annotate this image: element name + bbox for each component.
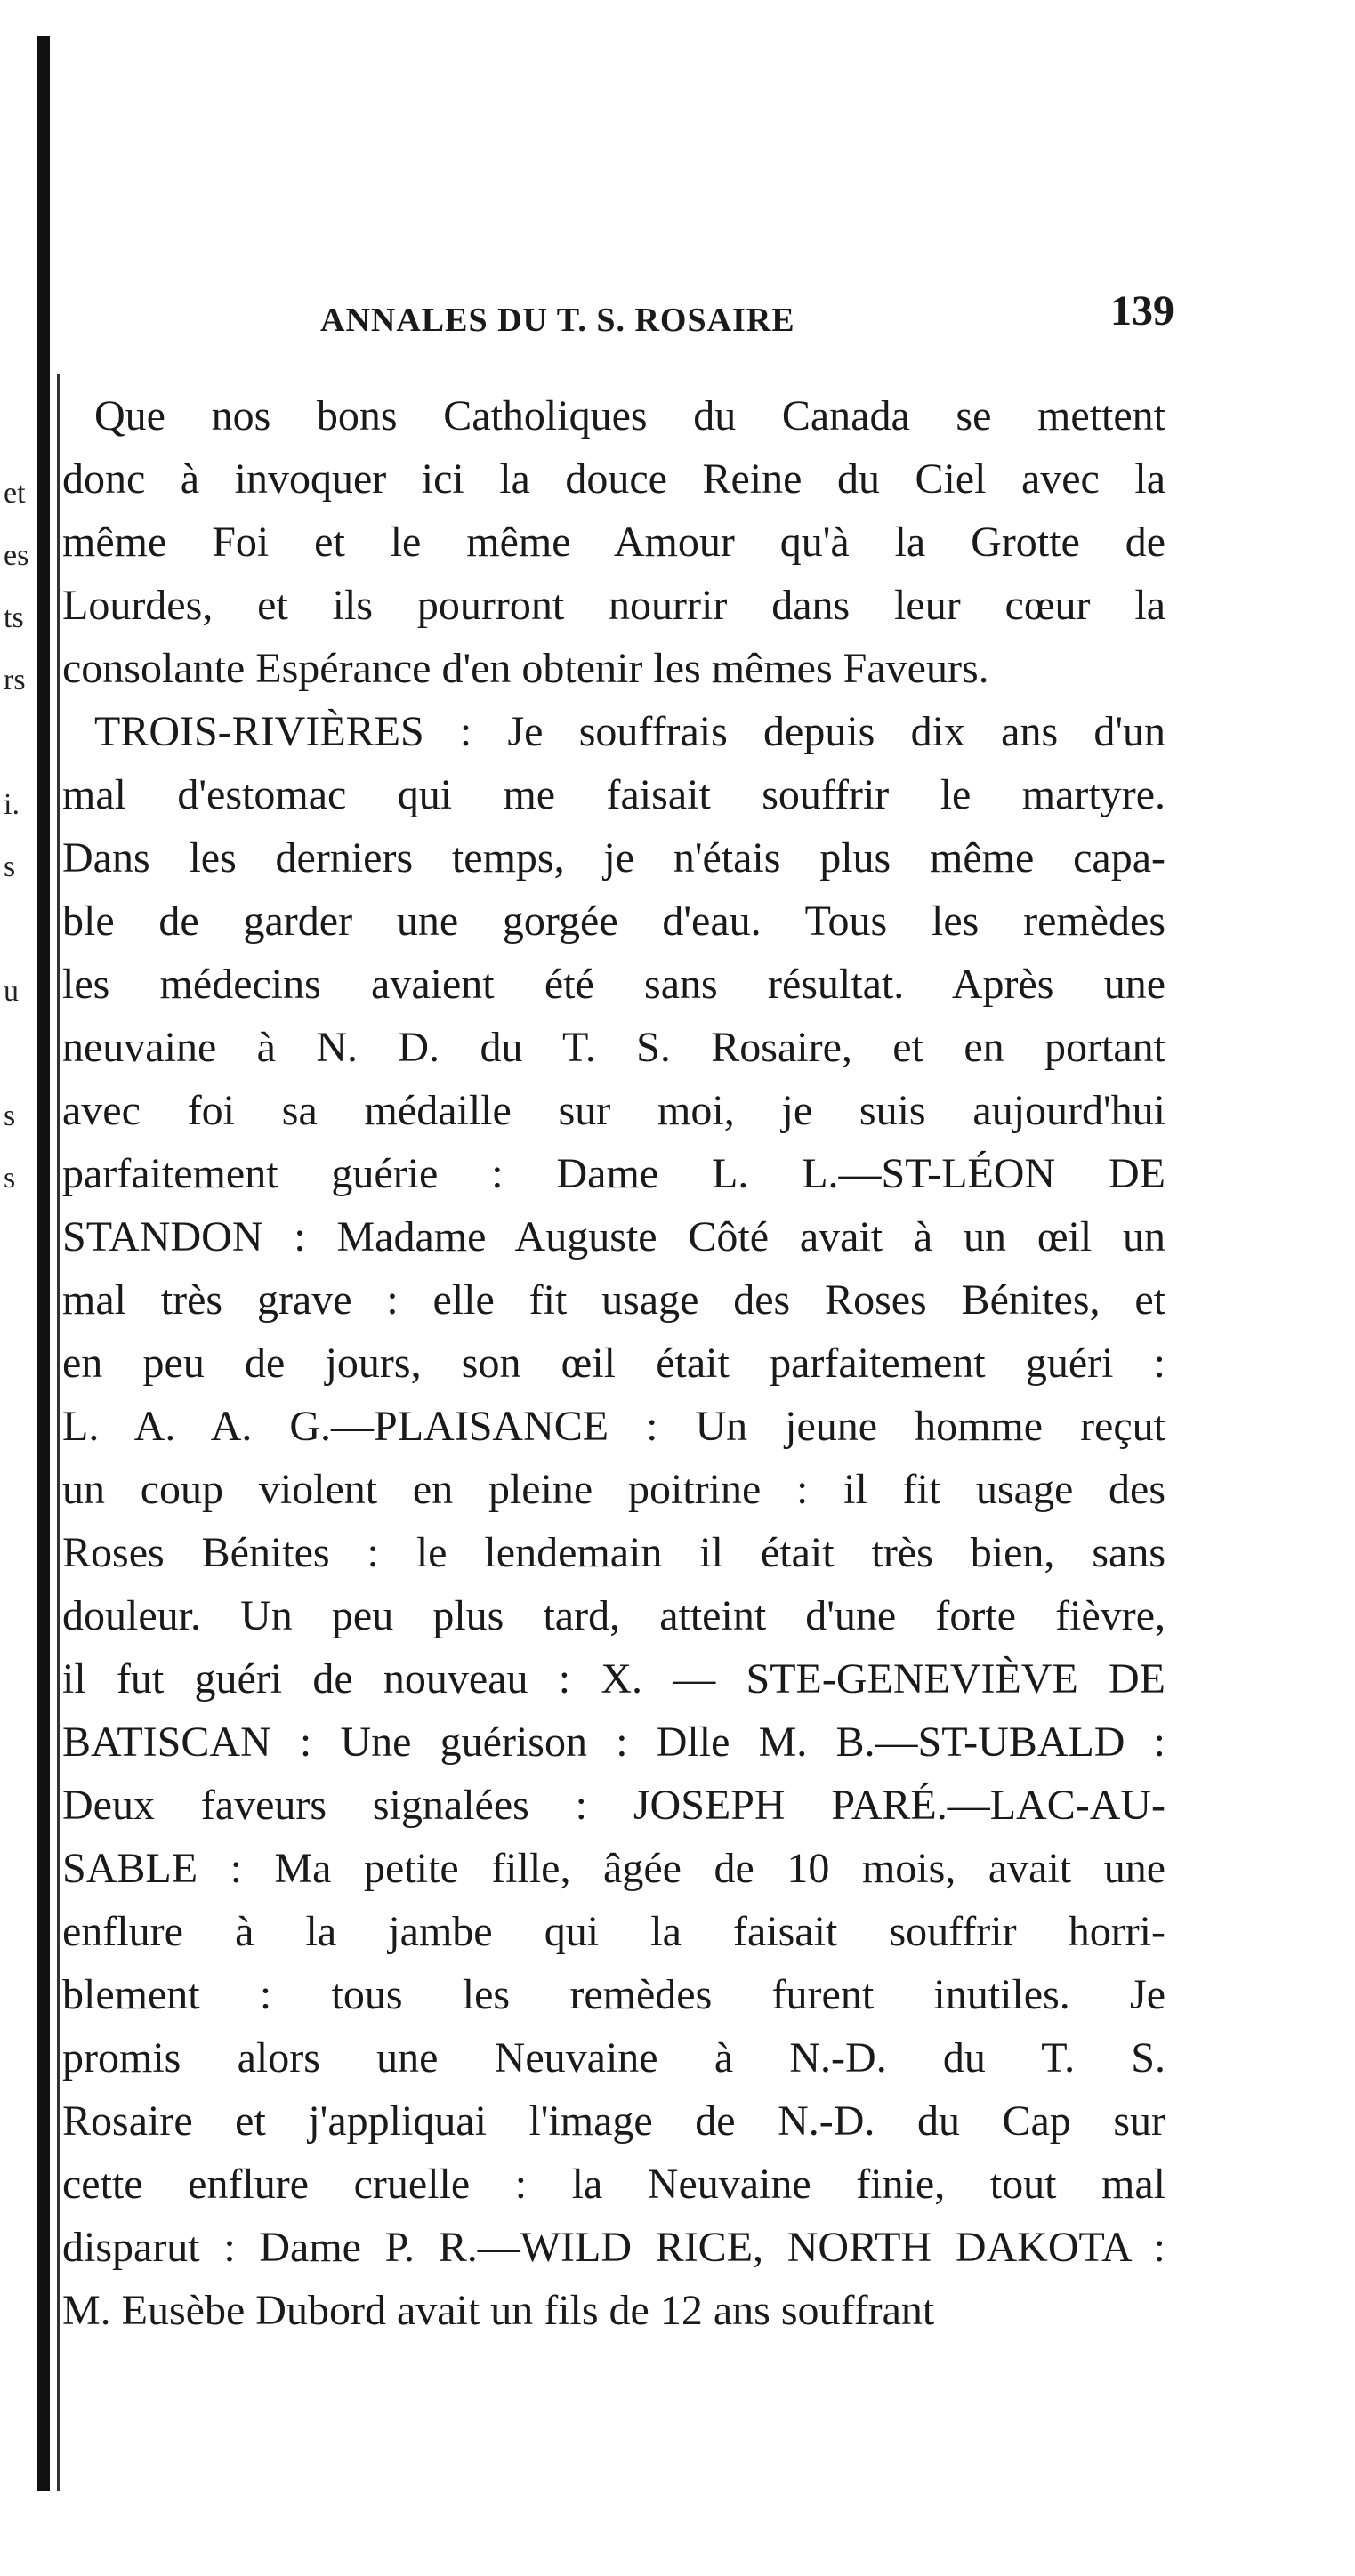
- text-line: STANDON : Madame Auguste Côté avait à un œil un: [62, 1213, 1165, 1260]
- text-line: L. A. A. G.—PLAISANCE : Un jeune homme reçut: [62, 1403, 1165, 1450]
- text-line: Lourdes, et ils pourront nourrir dans leur cœur la: [62, 582, 1165, 629]
- text-line: ble de garder une gorgée d'eau. Tous les remèdes: [62, 898, 1165, 945]
- text-line: un coup violent en pleine poitrine : il fit usage des: [62, 1466, 1165, 1513]
- text-line: TROIS-RIVIÈRES : Je souffrais depuis dix ans d'un: [94, 708, 1165, 755]
- text-line: Que nos bons Catholiques du Canada se mettent: [94, 392, 1165, 439]
- text-line: disparut : Dame P. R.—WILD RICE, NORTH DAKOTA :: [62, 2224, 1165, 2271]
- margin-fragment: es: [4, 539, 29, 572]
- text-line: Deux faveurs signalées : JOSEPH PARÉ.—LAC-AU-: [62, 1782, 1165, 1829]
- margin-fragment: i.: [4, 788, 20, 821]
- text-line: mal d'estomac qui me faisait souffrir le martyre.: [62, 771, 1165, 818]
- margin-fragment: rs: [4, 664, 26, 696]
- text-line: en peu de jours, son œil était parfaitement guéri :: [62, 1340, 1165, 1387]
- margin-fragment: s: [4, 1162, 16, 1195]
- margin-fragment: s: [4, 1099, 16, 1132]
- text-line: promis alors une Neuvaine à N.-D. du T. S.: [62, 2034, 1165, 2081]
- margin-fragment: u: [4, 975, 19, 1008]
- text-line: douleur. Un peu plus tard, atteint d'une forte fièvre,: [62, 1592, 1165, 1639]
- margin-fragment: ts: [4, 601, 24, 634]
- text-line: avec foi sa médaille sur moi, je suis aujourd'hui: [62, 1087, 1165, 1134]
- text-line: Rosaire et j'appliquai l'image de N.-D. du Cap sur: [62, 2097, 1165, 2145]
- page-header: [320, 286, 1174, 349]
- text-line: blement : tous les remèdes furent inutiles. Je: [62, 1971, 1165, 2018]
- text-line: les médecins avaient été sans résultat. Après une: [62, 961, 1165, 1008]
- margin-fragment: [4, 898, 34, 961]
- margin-fragment: s: [4, 850, 16, 883]
- adjacent-page-fragments: [4, 463, 34, 1210]
- text-line: cette enflure cruelle : la Neuvaine finie, tout mal: [62, 2161, 1165, 2208]
- margin-fragment: [4, 712, 34, 774]
- text-line: neuvaine à N. D. du T. S. Rosaire, et en portant: [62, 1024, 1165, 1071]
- text-line: donc à invoquer ici la douce Reine du Ciel avec la: [62, 455, 1165, 503]
- text-line: enflure à la jambe qui la faisait souffrir horri-: [62, 1908, 1165, 1955]
- text-line: Roses Bénites : le lendemain il était très bien, sans: [62, 1529, 1165, 1576]
- text-line: M. Eusèbe Dubord avait un fils de 12 ans souffrant: [62, 2287, 935, 2334]
- text-line: consolante Espérance d'en obtenir les mêmes Faveurs.: [62, 645, 989, 692]
- text-line: mal très grave : elle fit usage des Roses Bénites, et: [62, 1276, 1165, 1324]
- running-title: ANNALES DU T. S. ROSAIRE: [320, 302, 795, 339]
- margin-fragment: et: [4, 477, 26, 510]
- text-line: SABLE : Ma petite fille, âgée de 10 mois, avait une: [62, 1845, 1165, 1892]
- text-line: Dans les derniers temps, je n'étais plus même capa-: [62, 834, 1165, 881]
- text-line: il fut guéri de nouveau : X. — STE-GENEVIÈVE DE: [62, 1655, 1165, 1703]
- body-text: [62, 384, 1165, 2342]
- text-line: parfaitement guérie : Dame L. L.—ST-LÉON DE: [62, 1150, 1165, 1197]
- text-line: BATISCAN : Une guérison : Dlle M. B.—ST-UBALD :: [62, 1719, 1165, 1766]
- margin-fragment: [4, 1023, 34, 1085]
- page-binding-shadow: [57, 374, 60, 2491]
- page-number: 139: [1110, 287, 1174, 334]
- text-line: même Foi et le même Amour qu'à la Grotte de: [62, 519, 1165, 566]
- page-binding-edge: [37, 36, 50, 2491]
